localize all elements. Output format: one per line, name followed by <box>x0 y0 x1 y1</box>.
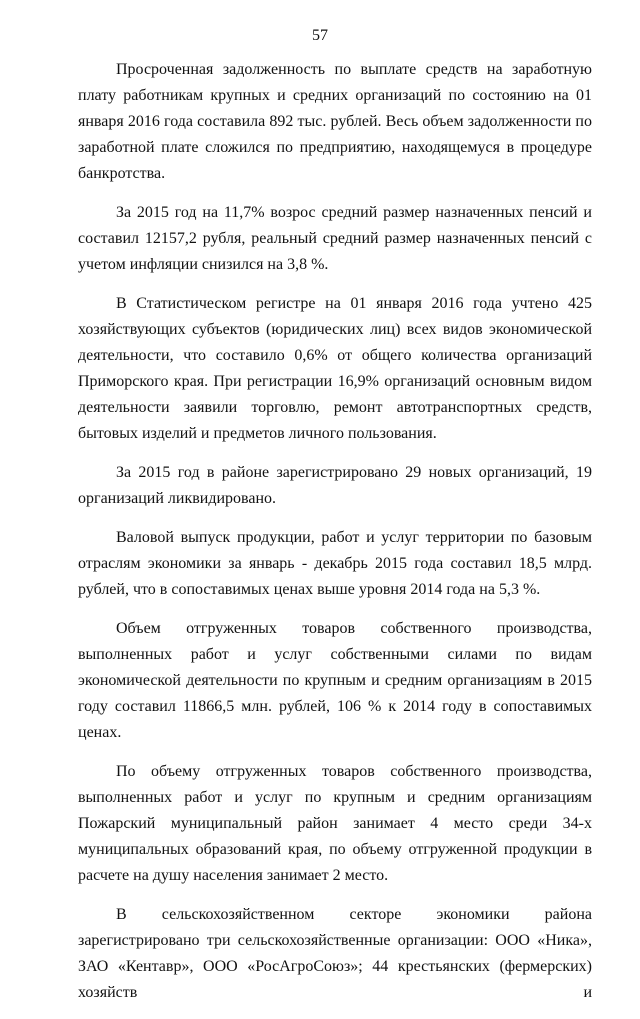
paragraph-gross-output: Валовой выпуск продукции, работ и услуг территории по базовым отраслям экономики за январь - декабрь 2015 года составил 18,5 млрд. рублей, что в сопоставимых ценах выше уровня 2014 года на 5,3 %. <box>78 529 592 598</box>
paragraph-statistical-register: В Статистическом регистре на 01 января 2016 года учтено 425 хозяйствующих субъектов (юридических лиц) всех видов экономической деятельности, что составило 0,6% от общего количества организаций Приморского края. При регистрации 16,9% организаций основным видом деятельности заявили торговлю, ремонт автотранспортных средств, бытовых изделий и предметов личного пользования. <box>78 295 592 442</box>
paragraph-pensions: За 2015 год на 11,7% возрос средний размер назначенных пенсий и составил 12157,2 рубля, реальный средний размер назначенных пенсий с учетом инфляции снизился на 3,8 %. <box>78 204 592 273</box>
body-text <box>78 57 592 1019</box>
paragraph-agriculture: В сельскохозяйственном секторе экономики района зарегистрировано три сельскохозяйственные организации: ООО «Ника», ЗАО «Кентавр», ООО «РосАгроСоюз»; 44 крестьянских (фермерских) хозяйств и <box>78 906 592 1001</box>
paragraph-new-organizations: За 2015 год в районе зарегистрировано 29 новых организаций, 19 организаций ликвидировано. <box>78 464 592 507</box>
paragraph-district-ranking: По объему отгруженных товаров собственного производства, выполненных работ и услуг по крупным и средним организациям Пожарский муниципальный район занимает 4 место среди 34-х муниципальных образований края, по объему отгруженной продукции в расчете на душу населения занимает 2 место. <box>78 763 592 884</box>
paragraph-shipped-goods: Объем отгруженных товаров собственного производства, выполненных работ и услуг собственными силами по видам экономической деятельности по крупным и средним организациям в 2015 году составил 11866,5 млн. рублей, 106 % к 2014 году в сопоставимых ценах. <box>78 620 592 741</box>
page-number: 57 <box>312 27 328 44</box>
paragraph-wage-arrears: Просроченная задолженность по выплате средств на заработную плату работникам крупных и средних организаций по состоянию на 01 января 2016 года составила 892 тыс. рублей. Весь объем задолженности по заработной плате сложился по предприятию, находящемуся в процедуре банкротства. <box>78 61 592 182</box>
